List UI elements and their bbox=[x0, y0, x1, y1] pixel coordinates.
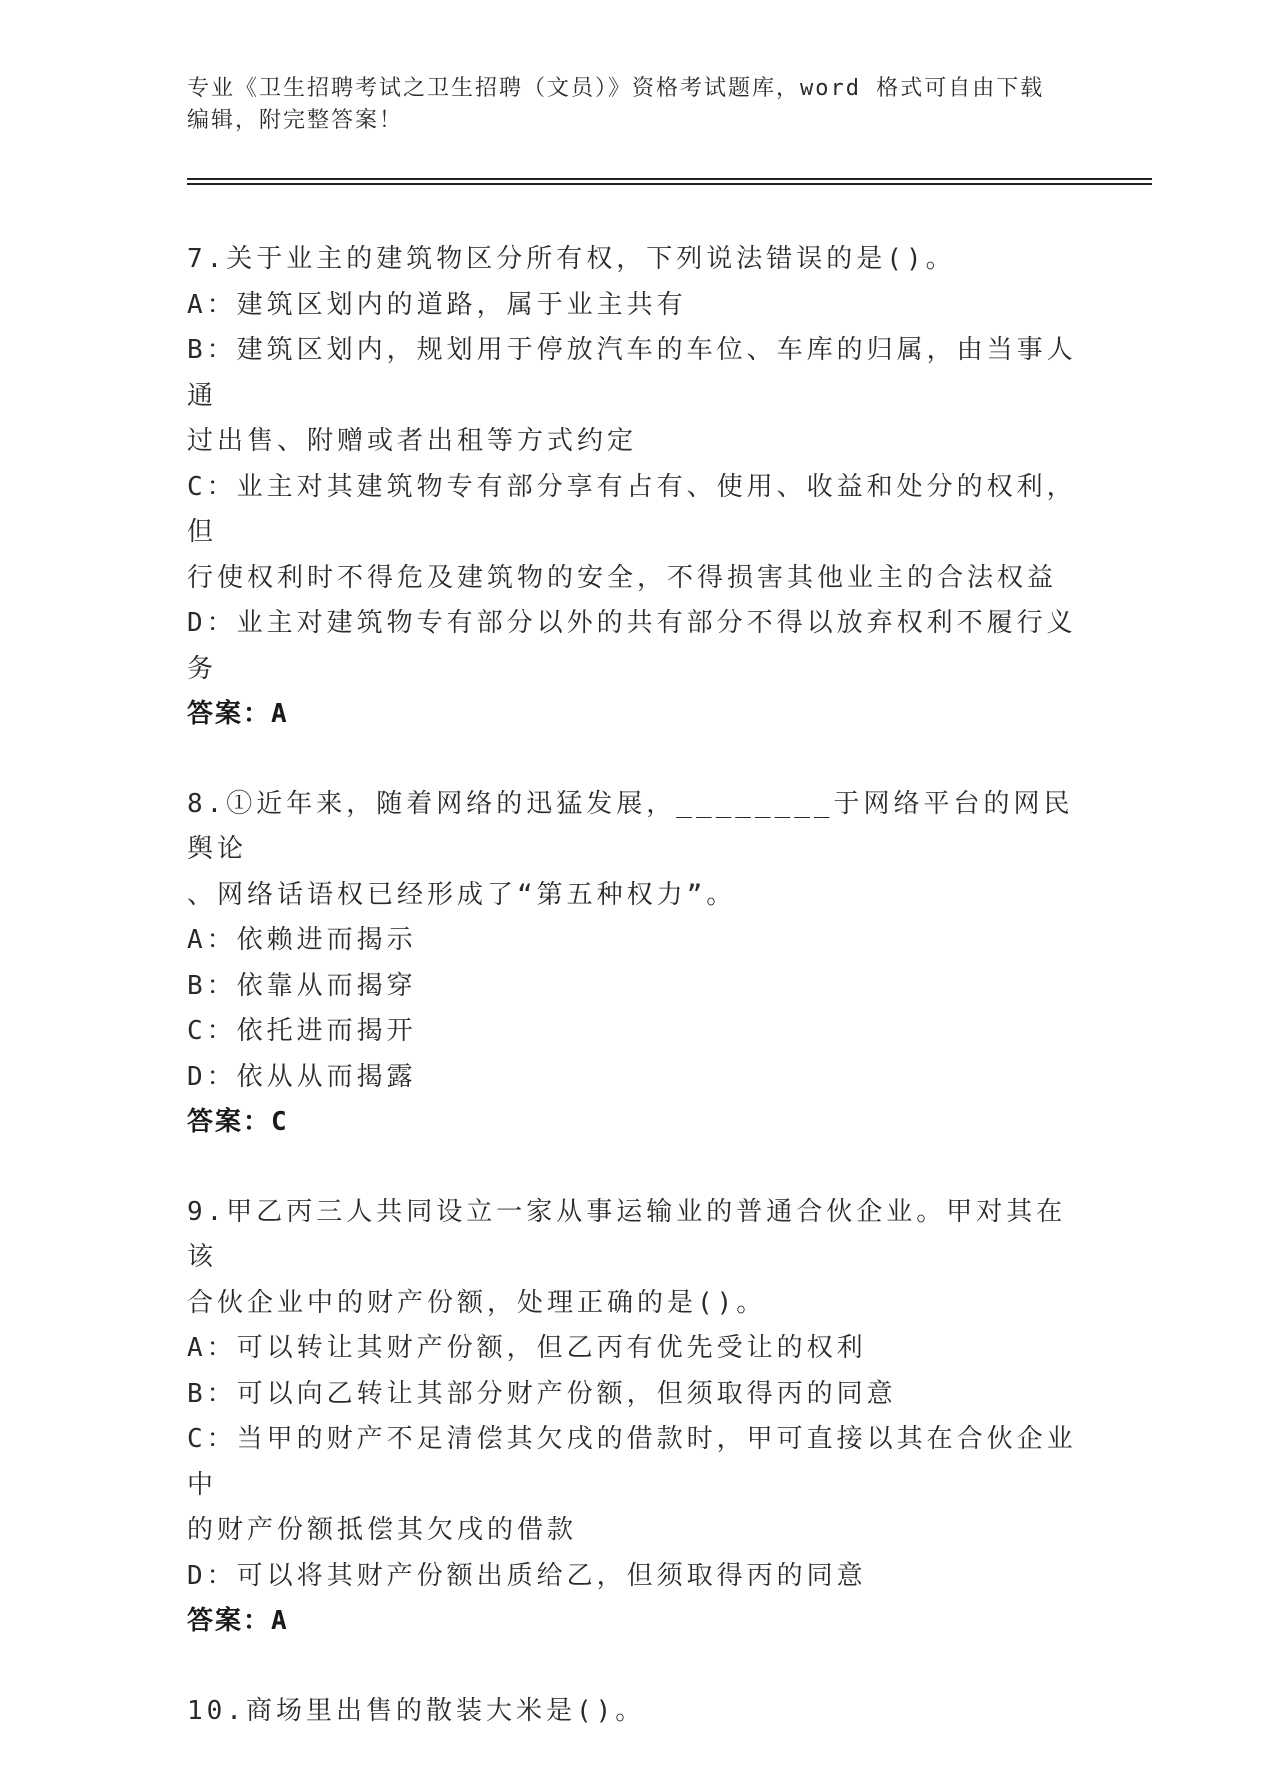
option-b: B：可以向乙转让其部分财产份额，但须取得丙的同意 bbox=[187, 1378, 897, 1409]
question-stem-continued: 、网络话语权已经形成了“第五种权力”。 bbox=[187, 879, 737, 910]
option-c: C：依托进而揭开 bbox=[187, 1016, 417, 1046]
answer: 答案：A bbox=[187, 699, 289, 729]
option-c-continued: 行使权利时不得危及建筑物的安全，不得损害其他业主的合法权益 bbox=[187, 562, 1058, 593]
option-d: D：业主对建筑物专有部分以外的共有部分不得以放弃权利不履行义务 bbox=[187, 608, 1077, 684]
question-7 bbox=[187, 237, 1077, 738]
option-c-continued: 的财产份额抵偿其欠戌的借款 bbox=[187, 1515, 578, 1545]
question-list bbox=[187, 237, 1077, 1778]
option-c: C：业主对其建筑物专有部分享有占有、使用、收益和处分的权利，但 bbox=[187, 471, 1077, 547]
question-9 bbox=[187, 1190, 1077, 1645]
header-line-1: 专业《卫生招聘考试之卫生招聘（文员）》资格考试题库，word 格式可自由下载 bbox=[187, 76, 1045, 101]
option-b: B：建筑区划内，规划用于停放汽车的车位、车库的归属，由当事人通 bbox=[187, 335, 1077, 411]
option-b-continued: 过出售、附赠或者出租等方式约定 bbox=[187, 426, 638, 456]
option-a: A：依赖进而揭示 bbox=[187, 925, 417, 955]
question-stem: 10.商场里出售的散装大米是()。 bbox=[187, 1695, 646, 1726]
option-d: D：可以将其财产份额出质给乙，但须取得丙的同意 bbox=[187, 1560, 867, 1591]
answer: 答案：A bbox=[187, 1606, 289, 1636]
question-8 bbox=[187, 782, 1077, 1146]
option-c: C：当甲的财产不足清偿其欠戌的借款时，甲可直接以其在合伙企业中 bbox=[187, 1424, 1077, 1500]
header-rule-top bbox=[187, 178, 1152, 180]
question-stem: 8.①近年来，随着网络的迅猛发展，________于网络平台的网民舆论 bbox=[187, 788, 1074, 864]
option-b: B：依靠从而揭穿 bbox=[187, 970, 417, 1001]
question-stem: 7.关于业主的建筑物区分所有权，下列说法错误的是()。 bbox=[187, 244, 956, 274]
question-10 bbox=[187, 1689, 1077, 1735]
header-rule-bottom bbox=[187, 183, 1152, 185]
option-a: A：可以转让其财产份额，但乙丙有优先受让的权利 bbox=[187, 1333, 867, 1363]
option-d: D：依从从而揭露 bbox=[187, 1061, 417, 1092]
question-stem: 9.甲乙丙三人共同设立一家从事运输业的普通合伙企业。甲对其在该 bbox=[187, 1196, 1067, 1272]
document-header bbox=[187, 73, 1067, 137]
question-stem-continued: 合伙企业中的财产份额，处理正确的是()。 bbox=[187, 1287, 767, 1318]
header-line-2: 编辑，附完整答案！ bbox=[187, 108, 404, 133]
option-a: A：建筑区划内的道路，属于业主共有 bbox=[187, 289, 687, 320]
answer: 答案：C bbox=[187, 1107, 289, 1137]
